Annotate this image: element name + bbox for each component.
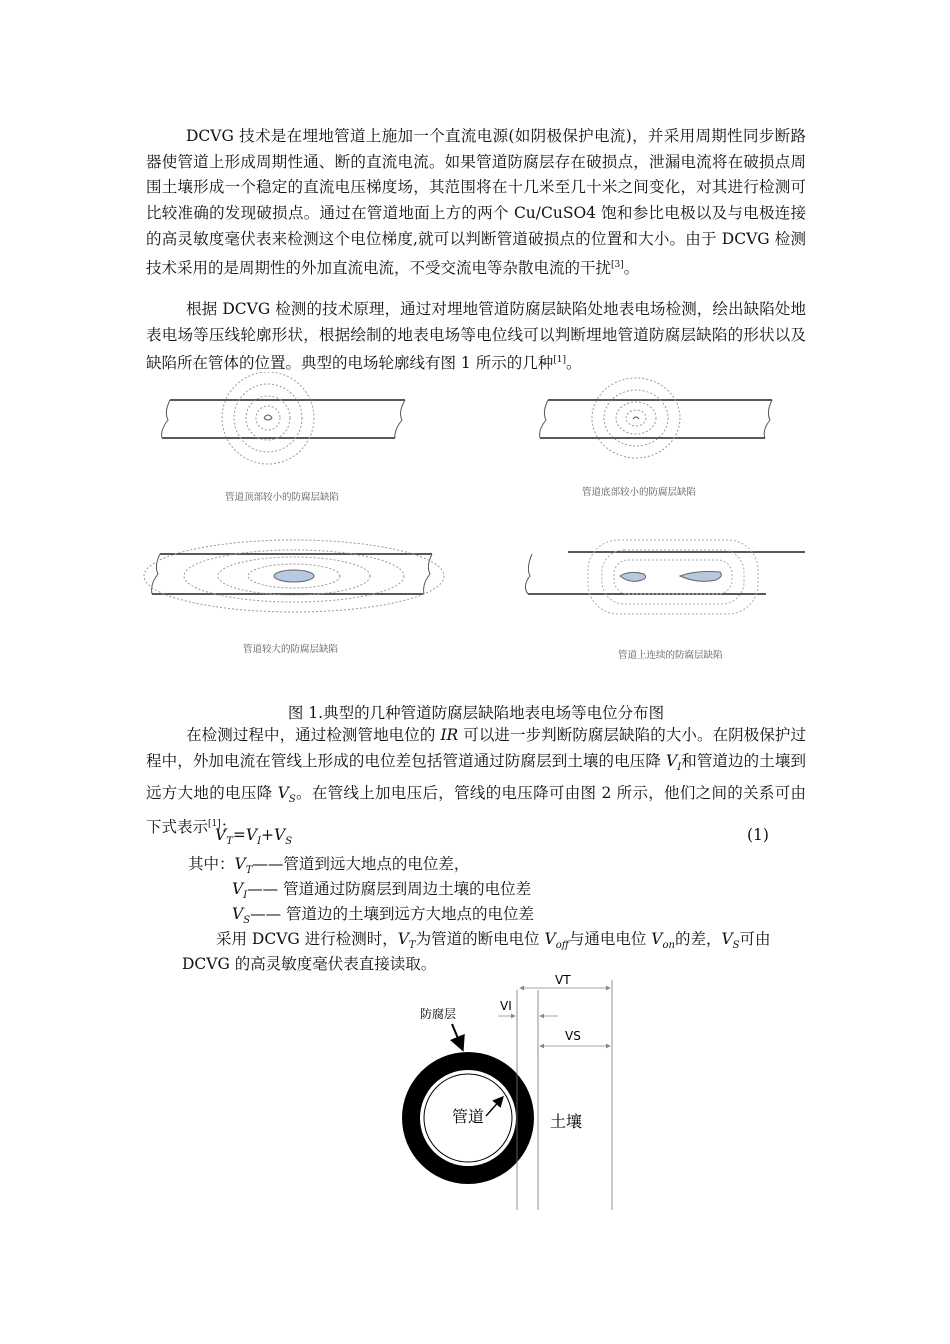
- panel-continuous-defect: [525, 540, 805, 614]
- citation: [1]: [553, 355, 566, 366]
- definition-vi: $V_I——$ 管道通过防腐层到周边土壤的电位差: [232, 880, 532, 902]
- label-coating: 防腐层: [420, 1007, 457, 1021]
- figure-1-caption: 图 1.典型的几种管道防腐层缺陷地表电场等电位分布图: [287, 704, 665, 722]
- paragraph-dcvg-principle: DCVG 技术是在埋地管道上施加一个直流电源(如阴极保护电流)，并采用周期性同步断路器使管道上形成周期性通、断的直流电流。如果管道防腐层存在破损点，泄漏电流将在破损点周围土壤形成一个稳定的直流电压梯度场，其范围将在十几米至几十米之间变化，对其进行检测可比较准确的发现破损点。通过在管道地面上方的两个 Cu/CuSO4 饱和参比电极以及与电极连接的高灵敏度毫伏表来检测这个电位梯度,就可以判断管道破损点的位置和大小。由于 DCVG 检测技术采用的是周期性的外加直流电流，不受交流电等杂散电流的干扰[3]。: [146, 127, 806, 277]
- paragraph-contour-method: 根据 DCVG 检测的技术原理，通过对埋地管道防腐层缺陷处地表电场检测，绘出缺陷处地表电场等压线轮廓形状，根据绘制的地表电场等电位线可以判断埋地管道防腐层缺陷的形状以及缺陷所在管体的位置。典型的电场轮廓线有图 1 所示的几种[1]。: [146, 300, 806, 373]
- paragraph-ir-detection: 在检测过程中，通过检测管地电位的 IR 可以进一步判断防腐层缺陷的大小。在阴极保护过程中，外加电流在管线上形成的电位差包括管道通过防腐层到土壤的电压降 $V_I$和管道边的土壤到远方大地的电压降 $V_S$。在管线上加电压后，管线的电压降可由图 2 所示，他们之间的关系可由下式表示[1]：: [146, 726, 806, 837]
- equation-1: $V_T=V_I+V_S$: [215, 826, 293, 848]
- panel-top-small-defect: [162, 372, 405, 464]
- definition-vt: 其中：$V_T——$管道到远大地点的电位差，: [188, 855, 470, 877]
- label-pipe: 管道: [452, 1107, 485, 1126]
- label-vt: VT: [555, 973, 571, 987]
- subcaption-4: 管道上连续的防腐层缺陷: [618, 650, 723, 661]
- label-vs: VS: [565, 1029, 581, 1043]
- label-vi: VI: [500, 999, 512, 1013]
- label-soil: 土壤: [550, 1112, 583, 1131]
- subcaption-1: 管道顶部较小的防腐层缺陷: [225, 492, 340, 503]
- subcaption-2: 管道底部较小的防腐层缺陷: [582, 487, 697, 498]
- definition-vs: $V_S——$ 管道边的土壤到远方大地点的电位差: [232, 905, 534, 927]
- paragraph-vt-definition: 采用 DCVG 进行检测时，$V_T$为管道的断电电位 $V_{off}$与通电电位 $V_{on}$的差，$V_S$可由: [216, 930, 771, 952]
- subcaption-3: 管道较大的防腐层缺陷: [243, 644, 339, 655]
- citation: [1]: [208, 819, 221, 830]
- figure-2-voltage-drop-diagram: [390, 970, 630, 1215]
- equation-number: (1): [747, 826, 769, 844]
- panel-large-defect: [144, 540, 444, 612]
- panel-bottom-small-defect: [540, 378, 772, 458]
- citation: [3]: [611, 259, 624, 270]
- paragraph-vt-definition-line2: DCVG 的高灵敏度毫伏表直接读取。: [182, 955, 437, 973]
- figure-1-contour-diagrams: [140, 372, 820, 672]
